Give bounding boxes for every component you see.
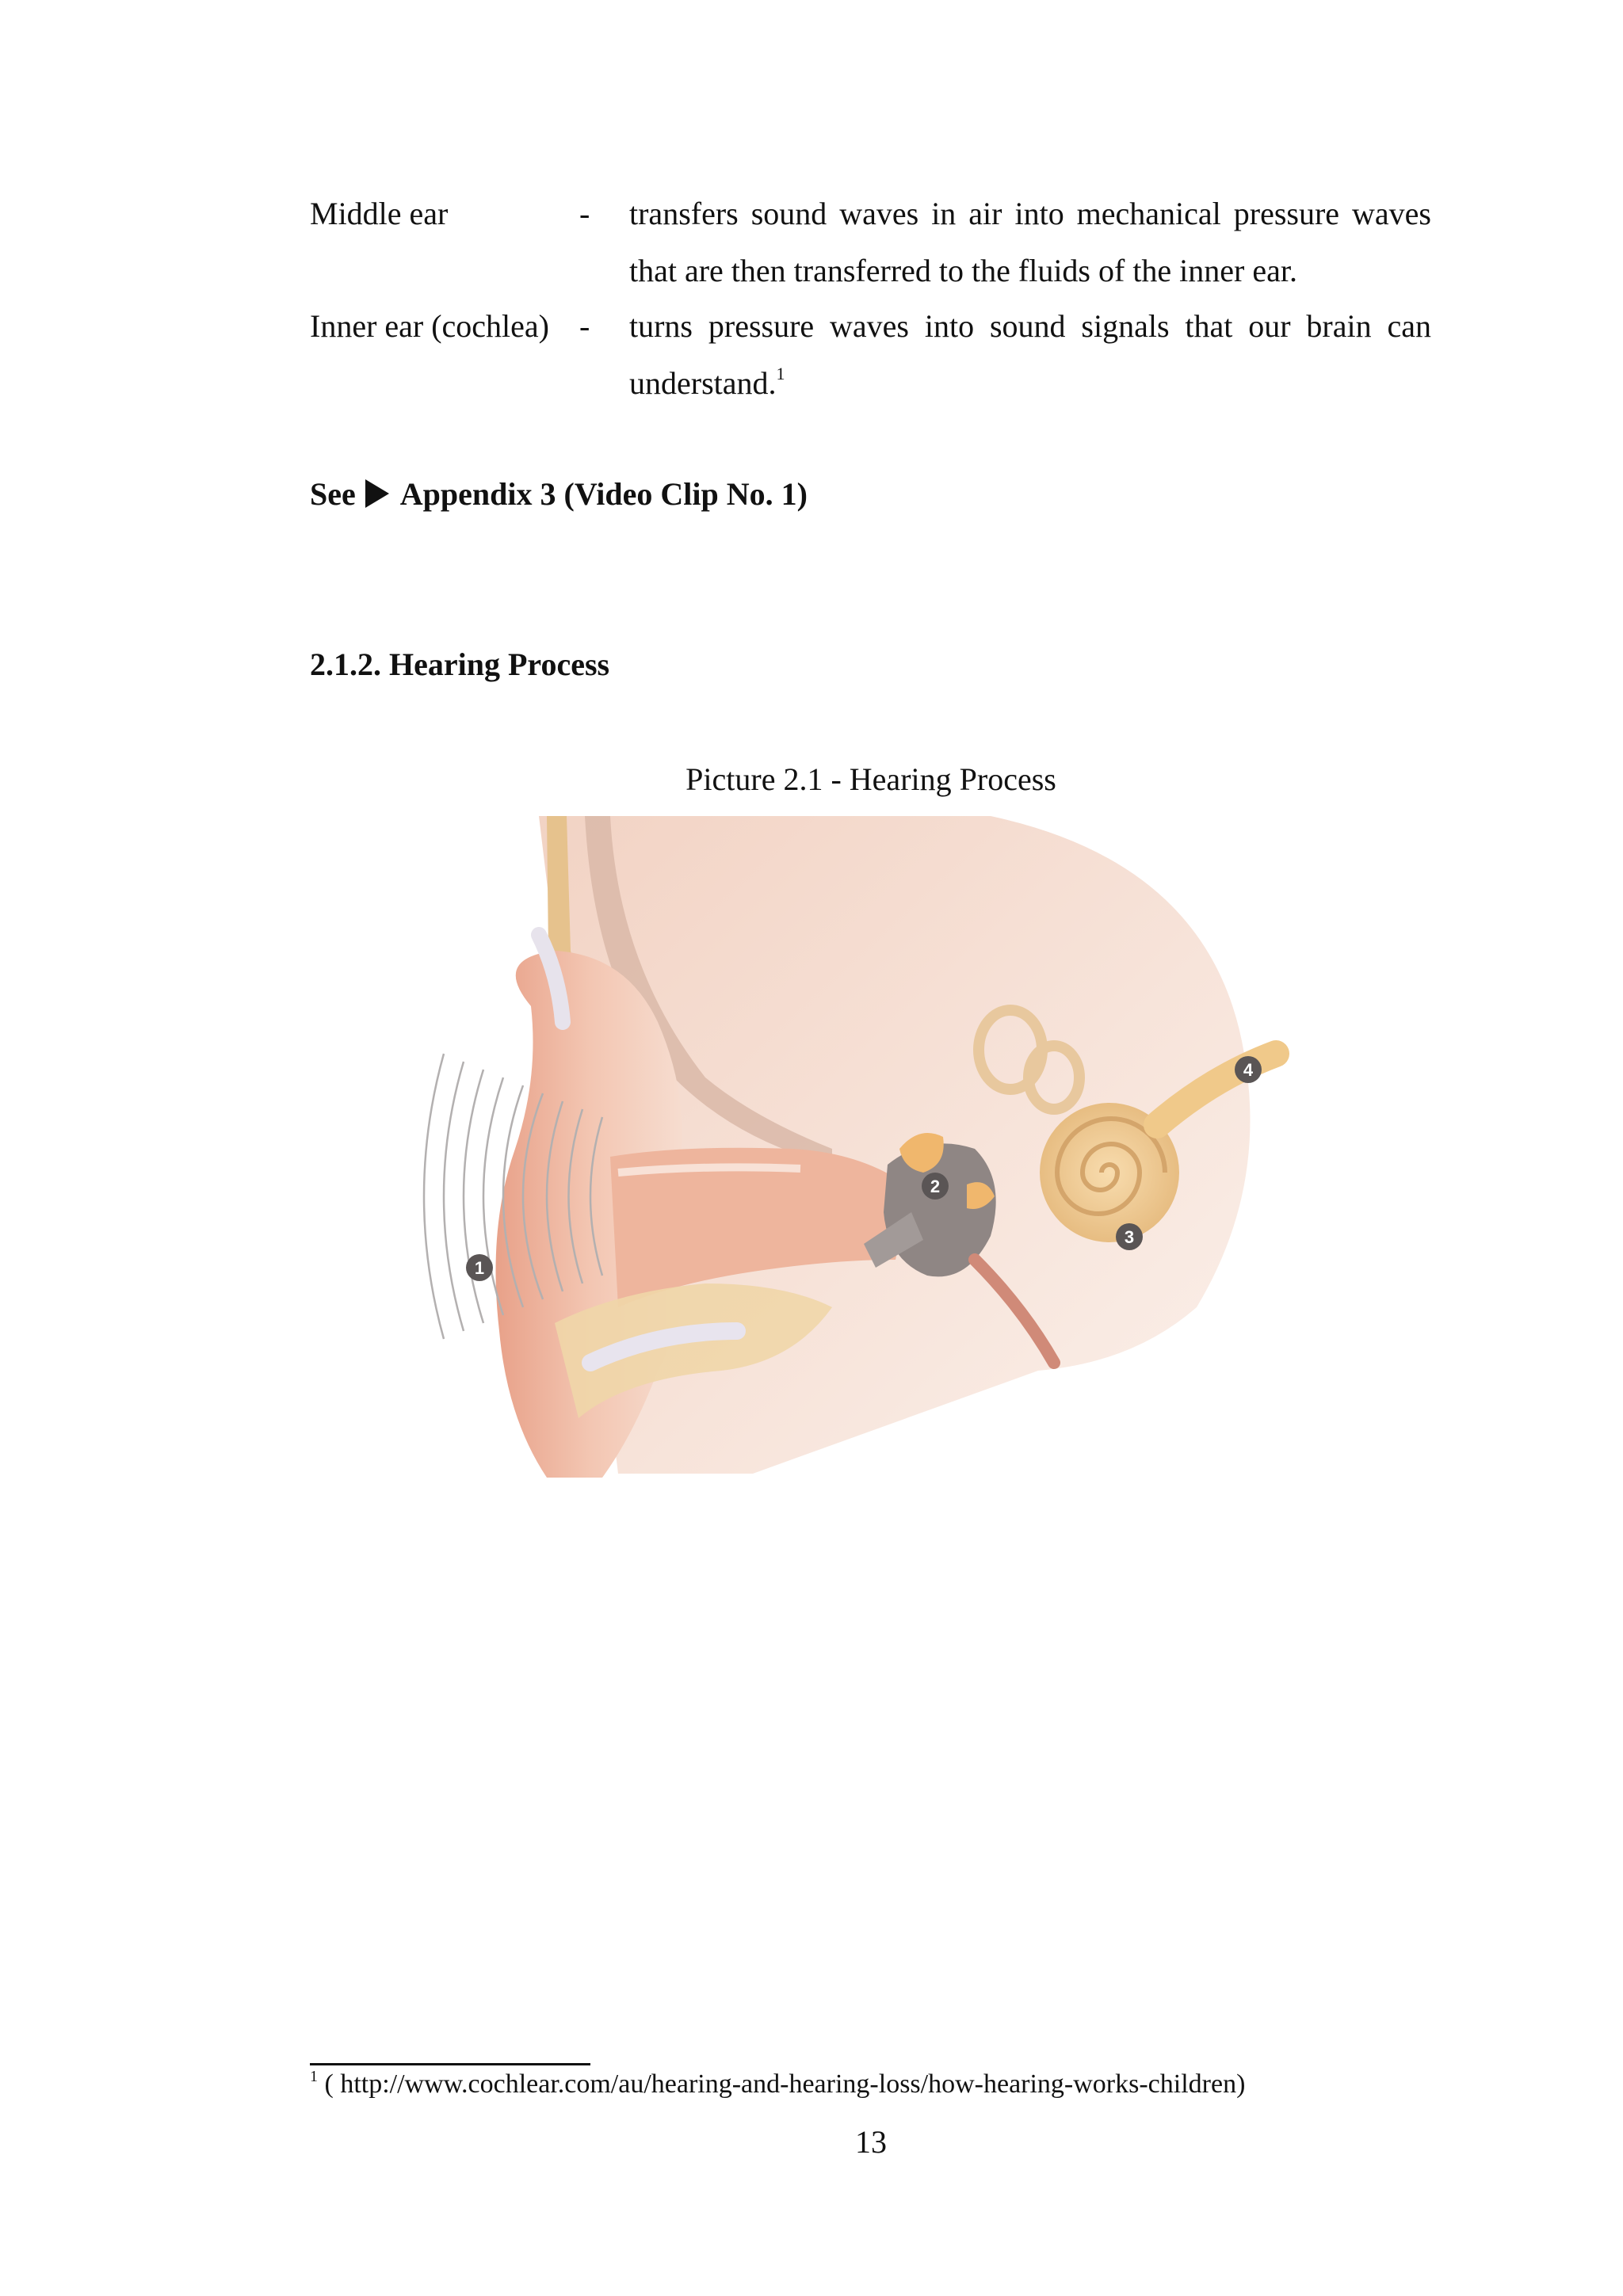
see-label: See <box>310 476 356 512</box>
definition-term: Middle ear <box>310 196 449 231</box>
marker-4 <box>1235 1056 1262 1083</box>
footnote <box>310 2069 1245 2100</box>
play-arrow-icon <box>365 479 389 508</box>
footnote-url[interactable]: ( http://www.cochlear.com/au/hearing-and-hearing-loss/how-hearing-works-children) <box>318 2069 1246 2099</box>
marker-1 <box>466 1254 493 1281</box>
marker-3 <box>1116 1223 1143 1250</box>
svg-text:2: 2 <box>930 1177 941 1196</box>
svg-text:1: 1 <box>474 1258 485 1278</box>
definition-text <box>629 298 1431 412</box>
see-appendix-reference[interactable] <box>310 475 808 513</box>
svg-text:3: 3 <box>1124 1227 1135 1247</box>
page-number: 13 <box>855 2124 887 2160</box>
footnote-reference[interactable]: 1 <box>776 364 785 383</box>
svg-text:4: 4 <box>1243 1060 1254 1080</box>
definition-text-body: turns pressure waves into sound signals that our brain can understand. <box>629 308 1431 401</box>
ear-illustration <box>420 816 1292 1482</box>
footnote-separator <box>310 2063 590 2065</box>
figure-caption: Picture 2.1 - Hearing Process <box>685 761 1056 797</box>
ear-anatomy-figure <box>420 816 1292 1482</box>
definition-text: transfers sound waves in air into mechanical pressure waves that are then transferred to the fluids of the inner ear. <box>629 196 1431 288</box>
footnote-number: 1 <box>310 2068 318 2085</box>
definition-dash: - <box>579 196 590 231</box>
definition-dash: - <box>579 308 590 344</box>
definition-term: Inner ear (cochlea) <box>310 308 549 344</box>
section-heading: 2.1.2. Hearing Process <box>310 646 610 682</box>
appendix-link[interactable]: Appendix 3 (Video Clip No. 1) <box>399 476 808 512</box>
marker-2 <box>922 1173 949 1199</box>
